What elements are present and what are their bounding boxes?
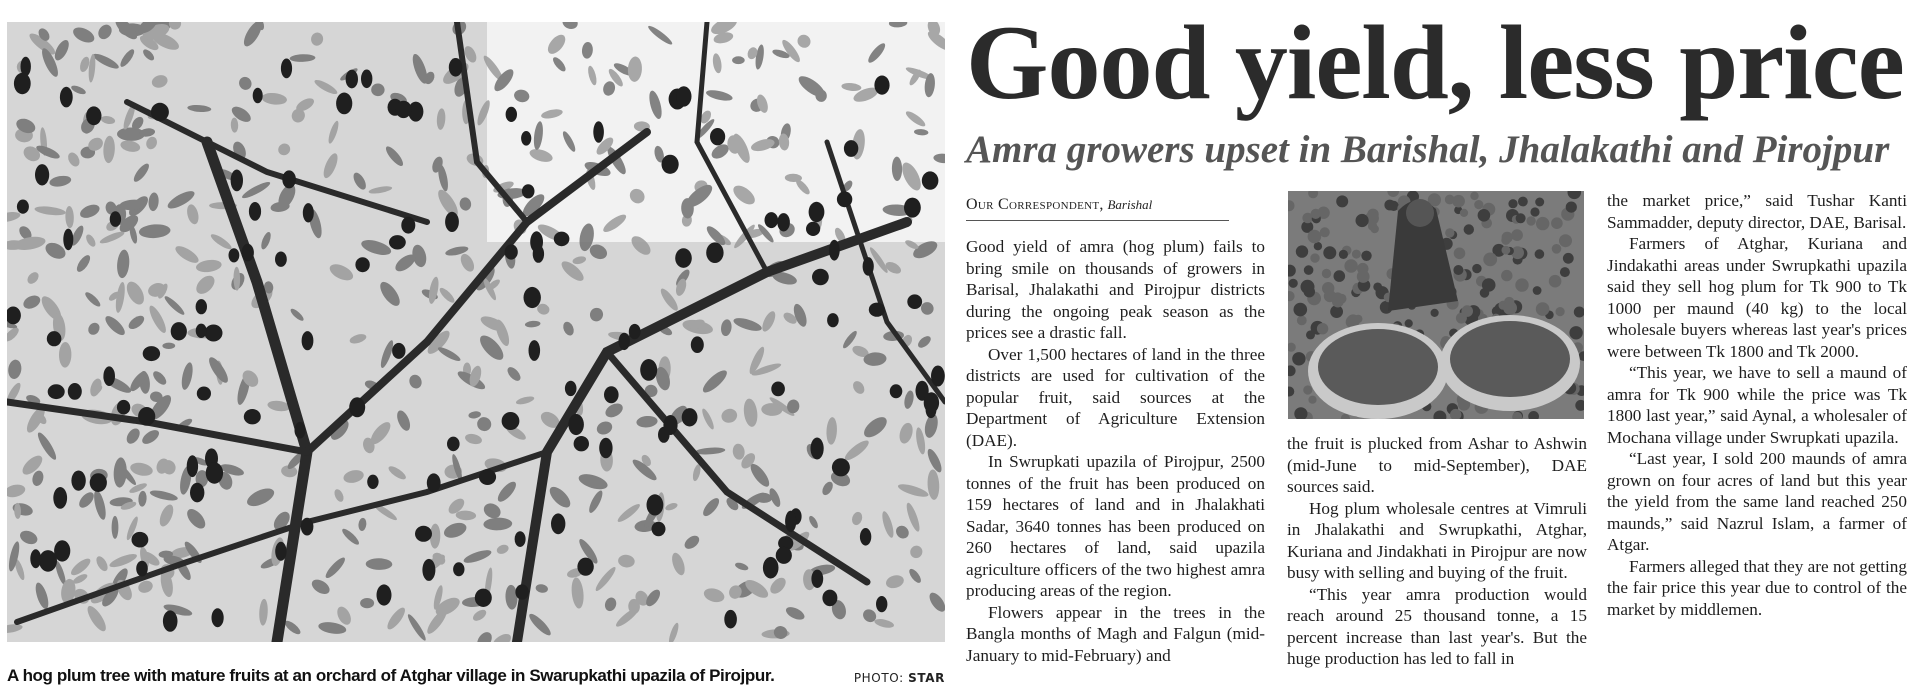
article-column-1 xyxy=(966,236,1265,666)
paragraph: Over 1,500 hectares of land in the three districts are used for cultivation of the popular fruit, said sources at the Department of Agriculture Extension (DAE). xyxy=(966,344,1265,450)
paragraph: the fruit is plucked from Ashar to Ashwin (mid-June to mid-September), DAE sources said. xyxy=(1287,434,1587,496)
paragraph: “Last year, I sold 200 maunds of amra grown on four acres of land but this year the yield from the same land reached 250 maunds,” said Nazrul Islam, a farmer of Atgar. xyxy=(1607,449,1907,554)
byline-location: Barishal xyxy=(1107,197,1153,212)
paragraph: Good yield of amra (hog plum) fails to bring smile on thousands of growers in Barisal, Jhalakathi and Pirojpur districts during the ongoing peak season as the prices see a drastic fall. xyxy=(966,237,1265,342)
byline xyxy=(966,196,1229,221)
subheadline: Amra growers upset in Barishal, Jhalakathi and Pirojpur xyxy=(966,128,1890,171)
paragraph: the market price,” said Tushar Kanti Sammadder, deputy director, DAE, Barisal. xyxy=(1607,191,1907,232)
photo-credit xyxy=(854,671,945,685)
photo-caption: A hog plum tree with mature fruits at an orchard of Atghar village in Swarupkathi upazila of Pirojpur. xyxy=(7,666,775,685)
article-column-2 xyxy=(1287,433,1587,670)
paragraph: “This year, we have to sell a maund of amra for Tk 900 while the price was Tk 1800 last year,” said Aynal, a wholesaler of Mochana village under Swrupkati upazila. xyxy=(1607,363,1907,447)
credit-label: PHOTO: xyxy=(853,671,904,685)
paragraph: Flowers appear in the trees in the Bangla months of Magh and Falgun (mid-January to mid-February) and xyxy=(966,602,1265,665)
headline: Good yield, less price xyxy=(966,4,1904,121)
paragraph: In Swrupkati upazila of Pirojpur, 2500 tonnes of the fruit has been produced on 159 hectares of land and in Jhalakhati Sadar, 3640 tonnes has been produced on 260 hectares of land, said upazila agriculture officers of the two highest amra producing areas of the region. xyxy=(966,452,1265,600)
vendor-photo xyxy=(1288,191,1584,419)
paragraph: “This year amra production would reach around 25 thousand tonne, a 15 percent increase than last year's. But the huge production has led to fall in xyxy=(1287,584,1587,668)
credit-source: STAR xyxy=(908,671,945,685)
paragraph: Farmers alleged that they are not getting the fair price this year due to control of the market by middlemen. xyxy=(1607,556,1907,619)
paragraph: Hog plum wholesale centres at Vimruli in Jhalakathi and Swrupkathi, Atghar, Kuriana and Jindakhati in Pirojpur are now busy with selling and buying of the fruit. xyxy=(1287,498,1587,582)
tree-photo xyxy=(7,22,945,642)
article-column-3 xyxy=(1607,190,1907,620)
byline-author: Our Correspondent, xyxy=(966,196,1104,213)
paragraph: Farmers of Atghar, Kuriana and Jindakathi areas under Swrupkathi upazila said they sell hog plum for Tk 900 to Tk 1000 per maund (40 kg) to the local wholesale buyers whereas last year's prices were between Tk 1800 and Tk 2000. xyxy=(1607,234,1907,361)
